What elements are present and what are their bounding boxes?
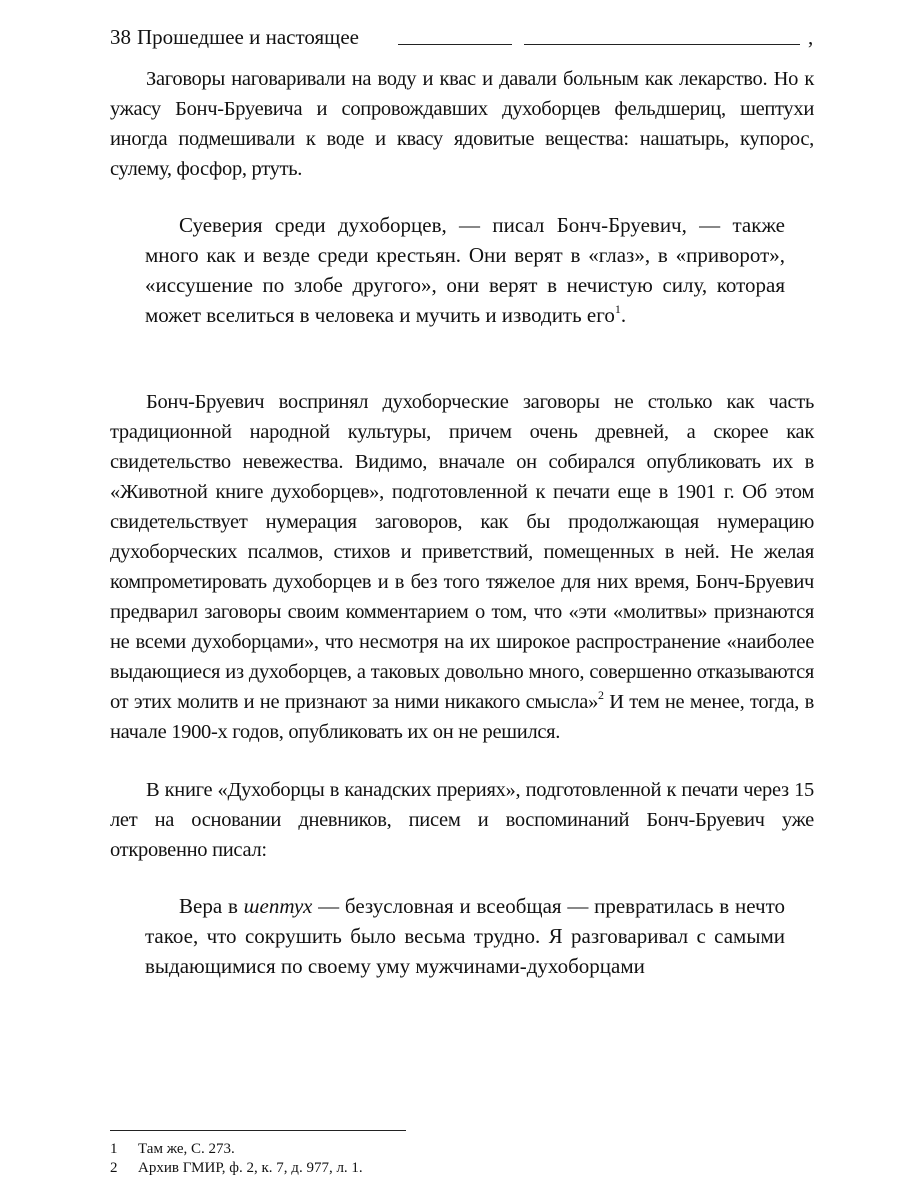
paragraph-2-text: Бонч-Бруевич воспринял духоборческие заговоры не столько как часть традиционной народной культуры, причем очень древней, а скорее как свидетельство невежества. Видимо, вначале он собирался опубликовать их в «Животной книге духоборцев», подготовленной к печати еще в 1901 г. Об этом свидетельствует нумерация заговоров, как бы продолжающая нумерацию духоборческих псалмов, стихов и приветствий, помещенных в ней. Не желая компрометировать духоборцев и в без того тяжелое для них время, Бонч-Бруевич предварил заговоры своим комментарием о том, что «эти «молитвы» признаются не всеми духоборцами», что несмотря на их широкое распространение «наиболее выдающиеся из духоборцев, а таковых довольно много, совершенно отказываются от этих молитв и не признают за ними никакого смысла»	[110, 391, 814, 713]
block-quote-2	[145, 891, 785, 981]
quote-2-text: Вера в	[179, 894, 244, 918]
footnote-ref-1[interactable]: 1	[614, 302, 621, 316]
header-blank-line	[524, 44, 800, 45]
footnote-text: Архив ГМИР, ф. 2, к. 7, д. 977, л. 1.	[138, 1160, 363, 1176]
running-title: Прошедшее и настоящее	[137, 25, 359, 49]
footnote-separator	[110, 1130, 406, 1131]
header-comma: ,	[808, 25, 814, 49]
block-quote-1	[145, 210, 785, 330]
paragraph-2-text-end: И тем не менее, тогда, в начале 1900-х годов, опубликовать их он не решился.	[110, 691, 814, 743]
header-blank-line	[398, 44, 512, 45]
quote-2-text-rest: — безусловная и всеобщая — превратилась в нечто такое, что сокрушить было весьма трудно. Я разговаривал с самыми выдающимися по своему уму мужчинами-духоборцами	[145, 894, 785, 978]
running-header	[110, 22, 820, 52]
footnote-ref-2[interactable]: 2	[598, 688, 604, 702]
footnote-2	[110, 1159, 710, 1178]
quote-1-text: Суеверия среди духоборцев, — писал Бонч-Бруевич, — также много как и везде среди крестьян. Они верят в «глаз», в «приворот», «иссушение по злобе другого», они верят в нечистую силу, которая может вселиться в человека и мучить и изводить его	[145, 213, 785, 327]
quote-2-italic-word: шептух	[243, 894, 313, 918]
footnote-text: Там же, С. 273.	[138, 1141, 235, 1157]
paragraph-3: В книге «Духоборцы в канадских прериях», подготовленной к печати через 15 лет на основании дневников, писем и воспоминаний Бонч-Бруевич уже откровенно писал:	[110, 779, 814, 861]
quote-1-end: .	[620, 303, 627, 327]
page-number: 38	[110, 25, 131, 49]
footnote-number: 1	[110, 1141, 118, 1157]
footnote-1	[110, 1140, 710, 1159]
footnote-number: 2	[110, 1160, 118, 1176]
paragraph-2	[110, 387, 814, 747]
paragraph-1: Заговоры наговаривали на воду и квас и давали больным как лекарство. Но к ужасу Бонч-Бруевича и сопровождавших духоборцев фельдшериц, шептухи иногда подмешивали к воде и квасу ядовитые вещества: нашатырь, купорос, сулему, фосфор, ртуть.	[110, 68, 814, 180]
footnotes	[110, 1140, 710, 1178]
